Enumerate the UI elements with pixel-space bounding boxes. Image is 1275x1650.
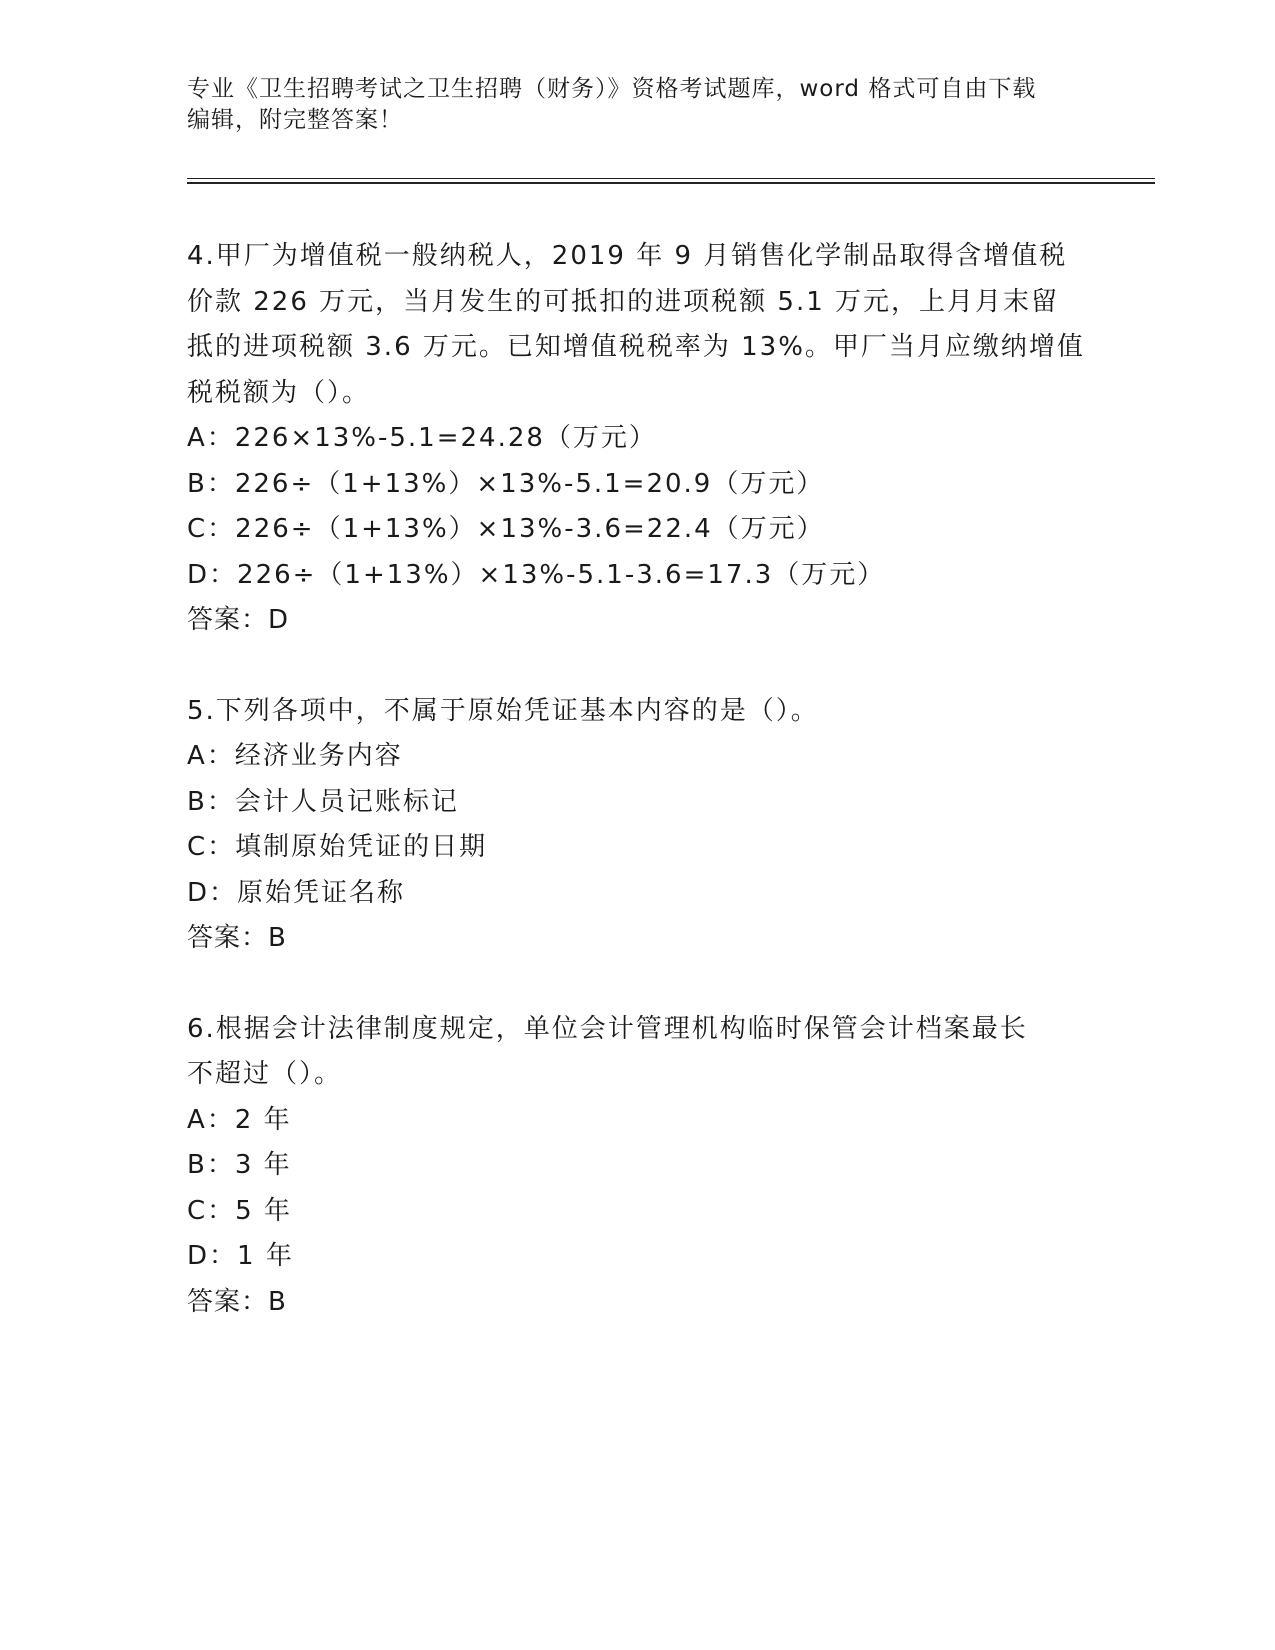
question-stem-line: 6.根据会计法律制度规定，单位会计管理机构临时保管会计档案最长 bbox=[187, 1013, 1028, 1044]
question-stem-line: 价款 226 万元，当月发生的可抵扣的进项税额 5.1 万元，上月月末留 bbox=[187, 286, 1060, 317]
header-line: 编辑，附完整答案！ bbox=[187, 107, 403, 133]
question-stem-line: 4.甲厂为增值税一般纳税人，2019 年 9 月销售化学制品取得含增值税 bbox=[187, 241, 1068, 271]
option-a: A：226×13%-5.1=24.28（万元） bbox=[187, 423, 657, 453]
header-divider-thick bbox=[187, 182, 1155, 184]
question-stem-line: 抵的进项税额 3.6 万元。已知增值税税率为 13%。甲厂当月应缴纳增值 bbox=[187, 332, 1085, 362]
answer-label: 答案：D bbox=[187, 605, 290, 635]
option-d: D：1 年 bbox=[187, 1241, 294, 1271]
answer-label: 答案：B bbox=[187, 1286, 287, 1317]
option-b: B：会计人员记账标记 bbox=[187, 786, 459, 817]
option-d: D：226÷（1+13%）×13%-5.1-3.6=17.3（万元） bbox=[187, 559, 886, 590]
option-a: A：经济业务内容 bbox=[187, 741, 403, 771]
question-5 bbox=[187, 689, 1087, 962]
option-c: C：226÷（1+13%）×13%-3.6=22.4（万元） bbox=[187, 514, 825, 544]
question-4 bbox=[187, 234, 1087, 644]
question-stem-line: 不超过（）。 bbox=[187, 1059, 343, 1089]
header-divider-thin bbox=[187, 178, 1155, 179]
answer-label: 答案：B bbox=[187, 923, 287, 953]
option-c: C：填制原始凭证的日期 bbox=[187, 832, 488, 862]
question-stem-line: 税税额为（）。 bbox=[187, 377, 371, 408]
option-c: C：5 年 bbox=[187, 1195, 292, 1226]
document-header bbox=[187, 74, 1067, 136]
header-line: 专业《卫生招聘考试之卫生招聘（财务）》资格考试题库，word 格式可自由下载 bbox=[187, 76, 1037, 102]
option-d: D：原始凭证名称 bbox=[187, 877, 406, 908]
option-b: B：226÷（1+13%）×13%-5.1=20.9（万元） bbox=[187, 468, 825, 499]
question-stem-line: 5.下列各项中，不属于原始凭证基本内容的是（）。 bbox=[187, 695, 819, 726]
question-6 bbox=[187, 1007, 1087, 1326]
option-a: A：2 年 bbox=[187, 1104, 292, 1135]
option-b: B：3 年 bbox=[187, 1150, 292, 1180]
question-list bbox=[187, 234, 1087, 1370]
